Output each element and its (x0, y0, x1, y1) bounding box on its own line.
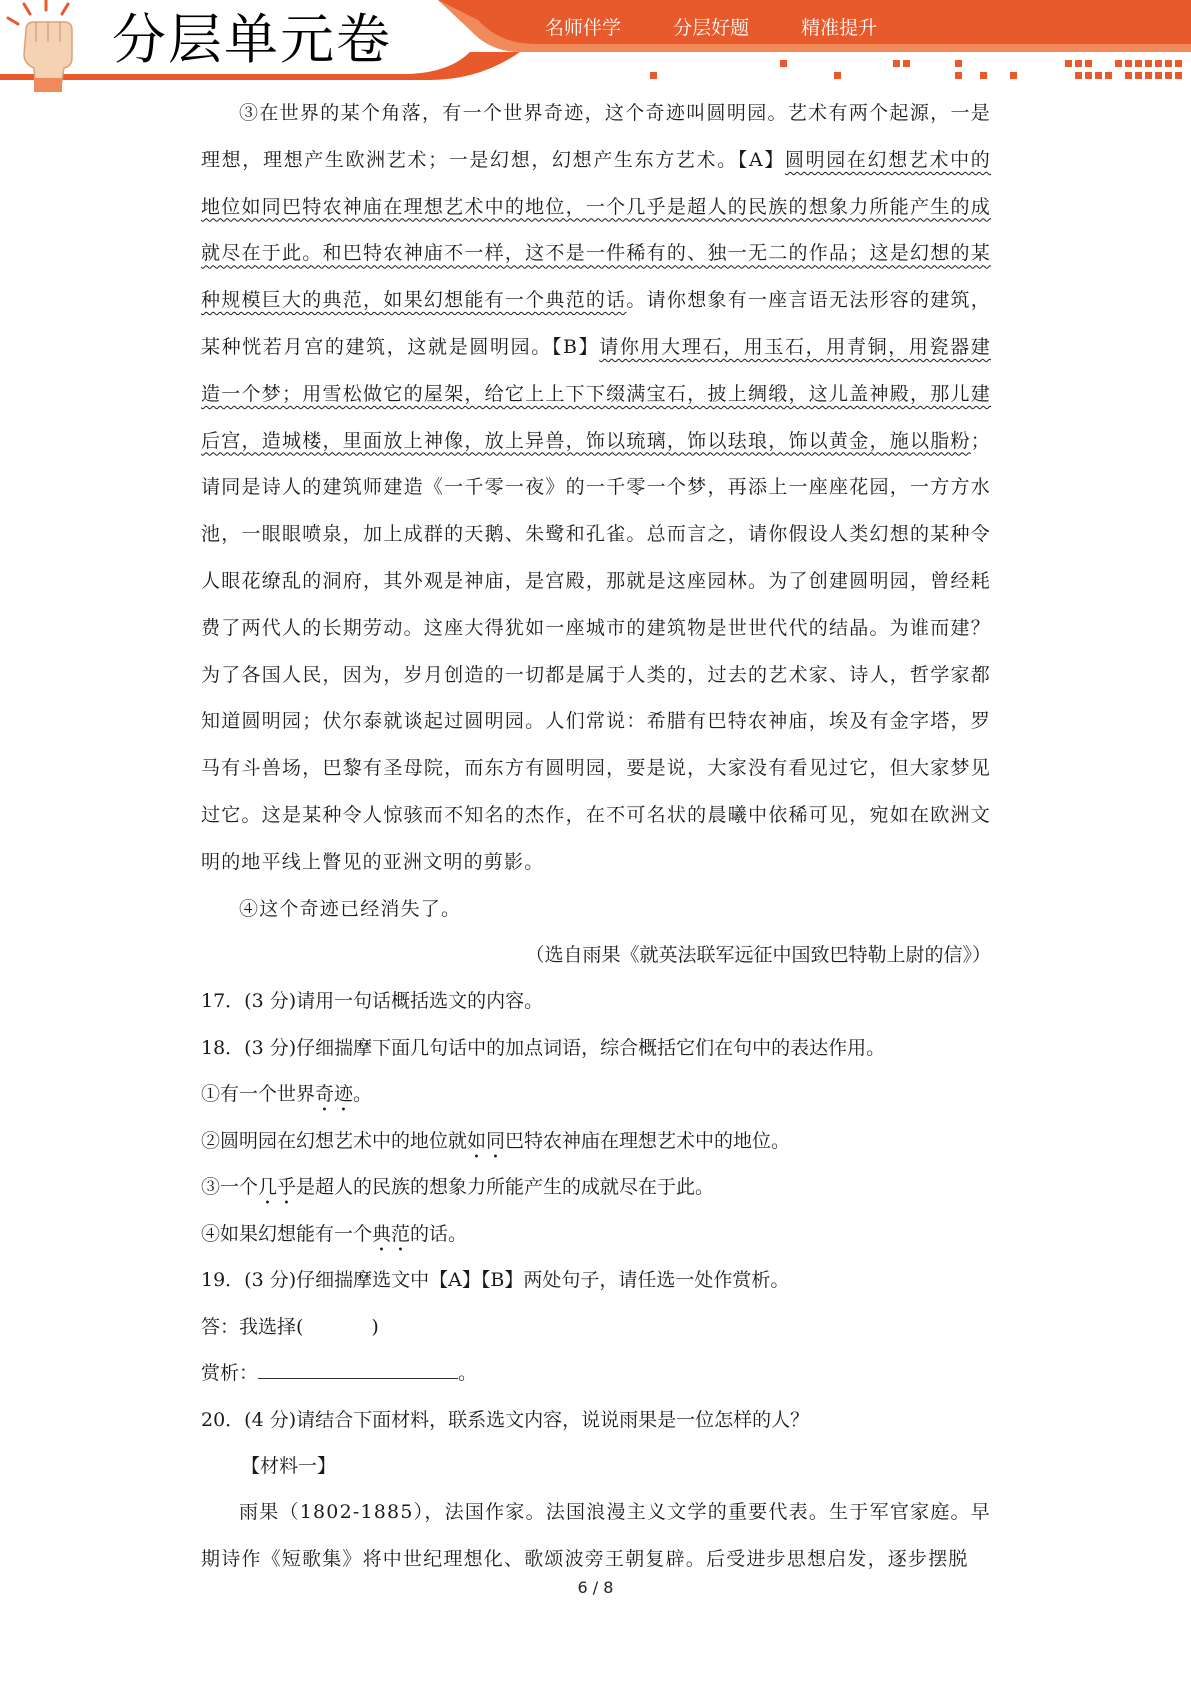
dotted-word: 几乎 (258, 1176, 297, 1199)
answer-paren: ) (371, 1315, 379, 1338)
brand-title: 分层单元卷 (112, 8, 392, 71)
question-17: 17．(3 分)请用一句话概括选文的内容。 (201, 990, 544, 1013)
sentence-text: ①有一个世界 (201, 1083, 316, 1106)
page-header (0, 0, 1191, 100)
sentence-a-underlined: 圆明园在幻想艺术中的地位如同巴特农神庙在理想艺术中的地位，一个几乎是超人的民族的想象力所能产生的成就尽在于此。和巴特农神庙不一样，这不是一件稀有的、独一无二的作品；这是幻想的某种规模巨大的典范，如果幻想能有一个典范的话 (201, 148, 991, 312)
page-number: 6 / 8 (577, 1578, 614, 1597)
fist-icon (0, 0, 92, 92)
passage-text: ；请同是诗人的建筑师建造《一千零一夜》的一千零一个梦，再添上一座座花园，一方方水池，一眼眼喷泉，加上成群的天鹅、朱鹭和孔雀。总而言之，请你假设人类幻想的某种令人眼花缭乱的洞府，其外观是神庙，是宫殿，那就是这座园林。为了创建圆明园，曾经耗费了两代人的长期劳动。这座大得犹如一座城市的建筑物是世世代代的结晶。为谁而建？为了各国人民，因为，岁月创造的一切都是属于人类的，过去的艺术家、诗人，哲学家都知道圆明园；伏尔泰就谈起过圆明园。人们常说：希腊有巴特农神庙，埃及有金字塔，罗马有斗兽场，巴黎有圣母院，而东方有圆明园，要是说，大家没有看见过它，但大家梦见过它。这是某种令人惊骇而不知名的杰作，在不可名状的晨曦中依稀可见，宛如在欧洲文明的地平线上瞥见的亚洲文明的剪影。 (201, 429, 991, 873)
passage-text: ③在世界的某个角落，有一个世界奇迹，这个奇迹叫圆明园。艺术有两个起源，一是理想，理想产生欧洲艺术；一是幻想，幻想产生东方艺术。【A】 (201, 102, 991, 171)
dotted-word: 奇迹 (315, 1083, 354, 1106)
appreciation-line (201, 1350, 991, 1397)
answer-label: 答：我选择( (201, 1315, 304, 1338)
passage-source: （选自雨果《就英法联军远征中国致巴特勒上尉的信》） (525, 944, 991, 967)
appreciation-label: 赏析： (201, 1362, 259, 1385)
appreciation-blank[interactable] (258, 1360, 458, 1379)
passage-text: 。请你想象有一座言语无法形容的建筑，某种恍若月宫的建筑，这就是圆明园。【B】 (201, 289, 992, 358)
question-19: 19．(3 分)仔细揣摩选文中【A】【B】两处句子，请任选一处作赏析。 (201, 1269, 790, 1292)
material-1-title: 【材料一】 (241, 1455, 337, 1478)
question-20: 20．(4 分)请结合下面材料，联系选文内容，说说雨果是一位怎样的人？ (201, 1408, 810, 1431)
sentence-text: 是超人的民族的想象力所能产生的成就尽在于此。 (296, 1176, 715, 1199)
sentence-3 (201, 1164, 991, 1211)
page-content (201, 90, 991, 1583)
sentence-text: ③一个 (201, 1176, 259, 1199)
material-1-text: 雨果（1802-1885），法国作家。法国浪漫主义文学的重要代表。生于军官家庭。早期诗作《短歌集》将中世纪理想化、歌颂波旁王朝复辟。后受进步思想启发，逐步摆脱 (201, 1501, 991, 1571)
sentence-text: ②圆明园在幻想艺术中的地位就 (201, 1129, 468, 1152)
sentence-text: 的话。 (410, 1222, 468, 1245)
sentence-b-underlined: 请你用大理石，用玉石，用青铜，用瓷器建造一个梦；用雪松做它的屋架，给它上上下下缀满宝石，披上绸缎，这儿盖神殿，那儿建后宫，造城楼，里面放上神像，放上异兽，饰以琉璃，饰以珐琅，饰以黄金，施以脂粉 (201, 335, 991, 452)
header-slogan: 名师伴学 分层好题 精准提升 (545, 17, 878, 39)
sentence-text: ④如果幻想能有一个 (201, 1222, 373, 1245)
dotted-word: 如同 (467, 1129, 506, 1152)
answer-choice-line (201, 1304, 991, 1351)
sentence-text: 。 (353, 1083, 373, 1106)
sentence-text: 巴特农神庙在理想艺术中的地位。 (505, 1129, 791, 1152)
sentence-4 (201, 1211, 991, 1258)
passage-paragraph-4: ④这个奇迹已经消失了。 (239, 897, 462, 920)
appreciation-end: 。 (458, 1362, 478, 1385)
dotted-word: 典范 (372, 1222, 411, 1245)
sentence-2 (201, 1118, 991, 1165)
question-18: 18．(3 分)仔细揣摩下面几句话中的加点词语，综合概括它们在句中的表达作用。 (201, 1036, 886, 1059)
sentence-1 (201, 1071, 991, 1118)
passage-paragraph-3 (201, 90, 991, 886)
